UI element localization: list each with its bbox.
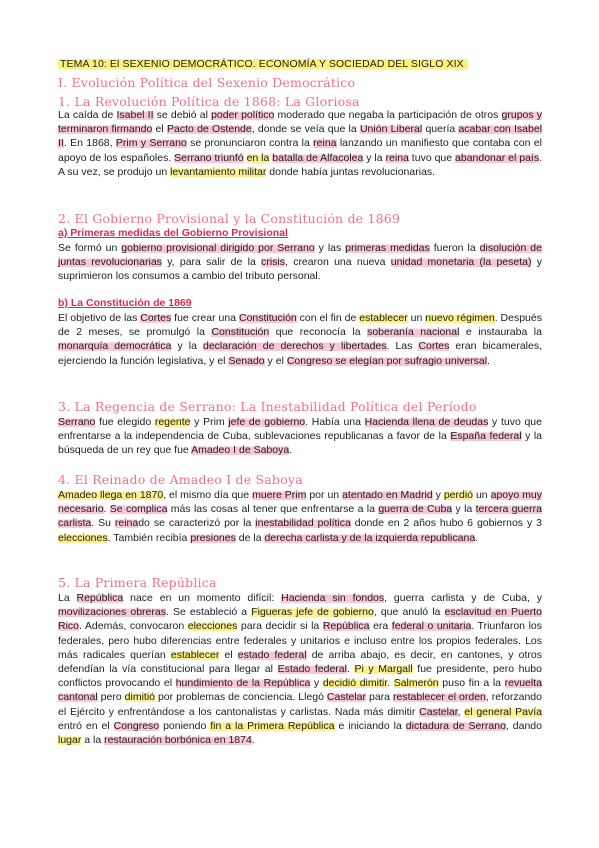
highlight-mark: el general Pavía xyxy=(464,705,542,718)
highlight-mark: establecer xyxy=(359,312,408,324)
highlight-mark: en la xyxy=(246,151,270,164)
highlight-mark: poder político xyxy=(211,109,275,121)
highlight-mark: abandonar el país xyxy=(455,151,540,164)
highlight-mark: revuelta cantonal xyxy=(58,677,542,704)
highlight-mark: Senado xyxy=(228,354,265,367)
highlight-mark: Unión Liberal xyxy=(359,123,423,136)
section-text-2b: El objetivo de las Cortes fue crear una Constitución con el fin de establecer un nuevo régimen. Después de 2 meses, se promulgó la Constitución que reconocía la soberanía nacional e instauraba la monarquía democrática y la declaración de derechos y libertades. Las Cortes eran bicamerales, ejerciendo la función legislativa, y el Senado y el Congreso se elegían por sufragio universal. xyxy=(58,312,542,367)
highlight-mark: Se complica xyxy=(109,503,168,516)
highlight-mark: crisis xyxy=(261,256,285,269)
highlight-mark: Castelar xyxy=(326,691,367,704)
highlight-mark: reina xyxy=(313,137,337,150)
highlight-mark: unidad monetaria (la peseta) xyxy=(390,256,532,269)
highlight-mark: presiones xyxy=(190,531,236,544)
highlight-mark: Constitución xyxy=(238,312,297,324)
highlight-mark: establecer xyxy=(170,648,220,661)
highlight-mark: Salmerón xyxy=(393,677,439,690)
highlight-mark: declaración de derechos y libertades xyxy=(202,340,387,353)
highlight-mark: grupos y terminaron firmando xyxy=(58,109,543,136)
section-text-4: Amadeo llega en 1870, el mismo día que muere Prim por un atentado en Madrid y perdió un apoyo muy necesario. Se complica más las cosas al tener que enfrentarse a la guerra de Cuba y la tercera guerra carlista. Su reinado se caracterizó por la inestabilidad política donde en 2 años hubo 6 gobiernos y 3 elecciones. También recibía presiones de la derecha carlista y de la izquierda republicana. xyxy=(58,489,543,544)
highlight-mark: levantamiento militar xyxy=(170,165,267,178)
highlight-mark: República xyxy=(322,620,370,633)
subheading-2b: b) La Constitución de 1869 xyxy=(58,297,192,309)
highlight-mark: muere Prim xyxy=(252,489,307,501)
highlight-mark: soberanía nacional xyxy=(367,326,460,339)
highlight-mark: elecciones xyxy=(58,531,108,544)
highlight-mark: lugar xyxy=(58,734,82,747)
highlight-mark: restablecer el orden xyxy=(392,691,486,704)
highlight-mark: esclavitud en Puerto Rico xyxy=(58,606,542,633)
section-text-1: La caída de Isabel II se debió al poder político moderado que negaba la participación de otros grupos y terminaron firmando el Pacto de Ostende, donde se veía que la Unión Liberal quería acabar con Isabel II. En 1868, Prim y Serrano se pronunciaron contra la reina lanzando un manifiesto que contaba con el apoyo de los españoles. Serrano triunfó en la batalla de Alfacolea y la reina tuvo que abandonar el país. A su vez, se produjo un levantamiento militar donde había juntas revolucionarias. xyxy=(58,109,543,178)
highlight-mark: Amadeo llega en 1870 xyxy=(58,489,164,501)
highlight-mark: hundimiento de la República xyxy=(175,677,311,690)
section-text-2a: Se formó un gobierno provisional dirigido por Serrano y las primeras medidas fueron la disolución de juntas revolucionarias y, para salir de la crisis, crearon una nueva unidad monetaria (la peseta) y suprimieron los consumos a cambio del tributo personal. xyxy=(58,242,543,283)
highlight-mark: fin a la Primera República xyxy=(210,719,335,732)
highlight-mark: Figueras jefe de gobierno xyxy=(251,606,374,619)
highlight-mark: Hacienda llena de deudas xyxy=(364,416,489,428)
highlight-mark: inestabilidad política xyxy=(255,517,351,530)
highlight-mark: tercera guerra carlista xyxy=(58,503,542,530)
highlight-mark: decidió dimitir xyxy=(322,677,388,690)
highlight-mark: Prim y Serrano xyxy=(115,137,187,150)
highlight-mark: elecciones xyxy=(187,620,238,633)
highlight-mark: Pi y Margall xyxy=(354,663,413,676)
highlight-mark: Serrano xyxy=(58,416,96,428)
highlight-mark: gobierno provisional dirigido por Serrano xyxy=(121,242,315,254)
highlight-mark: Isabel II xyxy=(116,109,154,121)
highlight-mark: atentado en Madrid xyxy=(342,489,433,501)
highlight-mark: Estado federal xyxy=(277,663,347,676)
highlight-mark: Congreso se elegían por sufragio universal xyxy=(286,354,488,367)
highlight-mark: Hacienda sin fondos xyxy=(281,592,385,604)
section-text-5: La República nace en un momento difícil: Hacienda sin fondos, guerra carlista y de Cuba, y movilizaciones obreras. Se estableció a Figueras jefe de gobierno, que anuló la esclavitud en Puerto Rico. Además, convocaron elecciones para decidir si la República era federal o unitaria. Triunfaron los federales, pero hubo diferencias entre federales y unitarios e incluso entre los propios federales. Los más radicales querían establecer el estado federal de arriba abajo, es decir, en cantones, y otros defendían la vía constitucional para llegar al Estado federal. Pi y Margall fue presidente, pero hubo conflictos provocando el hundimiento de la República y decidió dimitir. Salmerón puso fin a la revuelta cantonal pero dimitió por problemas de conciencia. Llegó Castelar para restablecer el orden, reforzando el Ejército y enfrentándose a los cantonalistas y carlistas. Nada más dimitir Castelar, el general Pavía entró en el Congreso poniendo fin a la Primera República e iniciando la dictadura de Serrano, dando lugar a la restauración borbónica en 1874. xyxy=(58,592,542,747)
highlight-mark: Congreso xyxy=(113,719,160,732)
highlight-mark: regente xyxy=(154,416,191,428)
highlight-mark: movilizaciones obreras xyxy=(58,606,166,619)
highlight-mark: batalla de Alfacolea xyxy=(272,151,364,164)
highlight-mark: dictadura de Serrano xyxy=(405,719,506,732)
highlight-mark: jefe de gobierno xyxy=(228,416,306,428)
highlight-mark: acabar con Isabel II xyxy=(58,123,543,150)
highlight-mark: reina xyxy=(114,517,139,530)
highlight-mark: República xyxy=(76,592,124,604)
highlight-mark: guerra de Cuba xyxy=(378,503,453,516)
highlight-mark: Castelar xyxy=(419,705,458,718)
highlight-mark: reina xyxy=(385,151,409,164)
highlight-mark: Cortes xyxy=(418,340,450,353)
highlight-mark: Pacto de Ostende xyxy=(166,123,252,136)
highlight-mark: disolución de juntas revolucionarias xyxy=(58,242,542,269)
part-heading: I. Evolución Política del Sexenio Democrático xyxy=(58,75,356,90)
highlight-mark: apoyo muy necesario xyxy=(58,489,543,516)
highlight-mark: dimitió xyxy=(124,691,155,704)
section-heading-3: 3. La Regencia de Serrano: La Inestabilidad Política del Período xyxy=(58,399,477,414)
highlight-mark: perdió xyxy=(443,489,474,501)
highlight-mark: estado federal xyxy=(237,648,307,661)
section-text-3: Serrano fue elegido regente y Prim jefe de gobierno. Había una Hacienda llena de deudas y tuvo que enfrentarse a la independencia de Cuba, sublevaciones republicanas a favor de la España federal y la búsqueda de un rey que fue Amadeo I de Saboya. xyxy=(58,416,542,457)
section-heading-1: 1. La Revolución Política de 1868: La Gloriosa xyxy=(58,94,360,109)
section-heading-4: 4. El Reinado de Amadeo I de Saboya xyxy=(58,472,303,487)
highlight-mark: Cortes xyxy=(140,312,172,324)
page-title: TEMA 10: El SEXENIO DEMOCRÁTICO. ECONOMÍA Y SOCIEDAD DEL SIGLO XIX xyxy=(58,58,468,70)
highlight-mark: Serrano triunfó xyxy=(174,151,244,164)
highlight-mark: España federal xyxy=(450,430,522,443)
highlight-mark: primeras medidas xyxy=(345,242,430,254)
section-heading-5: 5. La Primera República xyxy=(58,575,217,590)
highlight-mark: Constitución xyxy=(211,326,270,339)
highlight-mark: restauración borbónica en 1874 xyxy=(104,734,252,747)
highlight-mark: nuevo régimen xyxy=(425,312,495,324)
highlight-mark: Amadeo I de Saboya xyxy=(191,444,290,457)
subheading-2a: a) Primeras medidas del Gobierno Provisional xyxy=(58,227,288,239)
section-heading-2: 2. El Gobierno Provisional y la Constitución de 1869 xyxy=(58,211,401,226)
highlight-mark: monarquía democrática xyxy=(58,340,172,353)
highlight-mark: federal o unitaria xyxy=(391,620,472,633)
highlight-mark: derecha carlista y de la izquierda republicana xyxy=(264,531,476,544)
